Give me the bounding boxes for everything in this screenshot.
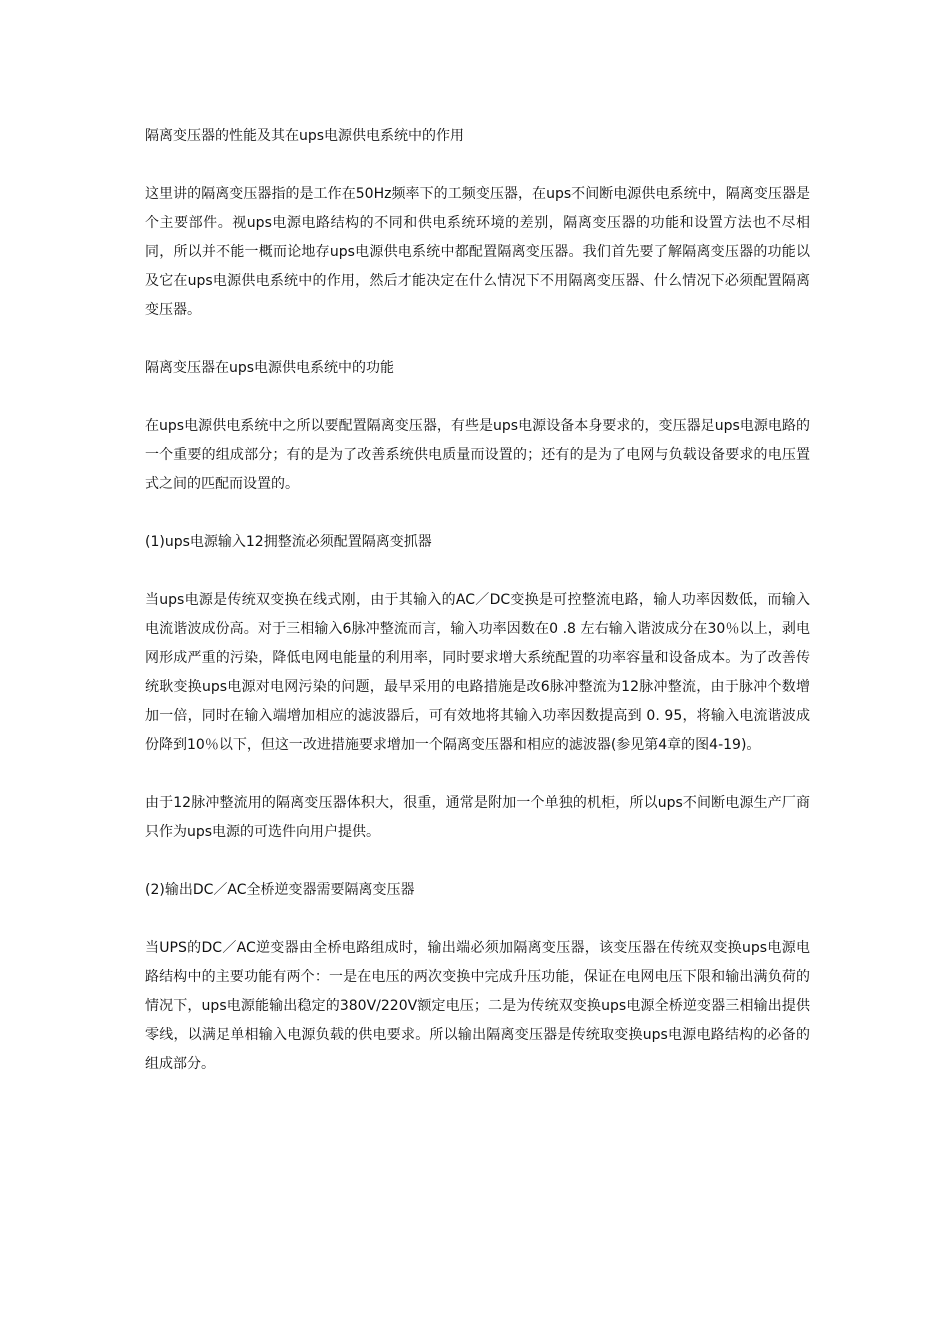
item2-title: (2)输出DC／AC全桥逆变器需要隔离变压器 (145, 882, 415, 898)
document-body (145, 122, 810, 1108)
section-title: 隔离变压器在ups电源供电系统中的功能 (145, 360, 395, 376)
item2-body-paragraph: 当UPS的DC／AC逆变器由全桥电路组成时，输出端必须加隔离变压器，该变压器在传统双变换ups电源电路结构中的主要功能有两个：一是在电压的两次变换中完成升压功能，保证在电网电压下限和输出满负荷的情况下，ups电源能输出稳定的380V/220V额定电压；二是为传统双变换ups电源全桥逆变器三相输出提供零线，以满足单相输入电源负载的供电要求。所以输出隔离变压器是传统取变换ups电源电路结构的必备的组成部分。 (145, 940, 810, 1072)
intro-paragraph: 这里讲的隔离变压器指的是工作在50Hz频率下的工频变压器，在ups不间断电源供电系统中，隔离变压器是个主要部件。视ups电源电路结构的不同和供电系统环境的差别，隔离变压器的功能和设置方法也不尽相同，所以并不能一概而论地存ups电源供电系统中都配置隔离变压器。我们首先要了解隔离变压器的功能以及它在ups电源供电系统中的作用，然后才能决定在什么情况下不用隔离变压器、什么情况下必须配置隔离变压器。 (145, 186, 810, 318)
document-title: 隔离变压器的性能及其在ups电源供电系统中的作用 (145, 128, 465, 144)
item1-title: (1)ups电源输入12拥整流必须配置隔离变抓器 (145, 534, 432, 550)
section-intro-paragraph: 在ups电源供电系统中之所以要配置隔离变压器，有些是ups电源设备本身要求的，变压器足ups电源电路的一个重要的组成部分；有的是为了改善系统供电质量而设置的；还有的是为了电网与负载设备要求的电压置式之间的匹配而设置的。 (145, 418, 810, 492)
item1-body-paragraph: 当ups电源是传统双变换在线式刚，由于其输入的AC／DC变换是可控整流电路，输人功率因数低，而输入电流谐波成份高。对于三相输入6脉冲整流而言，输入功率因数在0 .8 左右输入谐波成分在30％以上，剥电网形成严重的污染，降低电网电能量的利用率，同时要求增大系统配置的功率容量和设备成本。为了改善传统耿变换ups电源对电网污染的问题，最早采用的电路措施是改6脉冲整流为12脉冲整流，由于脉冲个数增加一倍，同时在输入端增加相应的滤波器后，可有效地将其输入功率因数提高到 0. 95，将输入电流谐波成份降到10％以下，但这一改进措施要求增加一个隔离变压器和相应的滤波器(参见第4章的图4-19)。 (145, 592, 810, 753)
item1-note-paragraph: 由于12脉冲整流用的隔离变压器体积大，很重，通常是附加一个单独的机柜，所以ups不间断电源生产厂商只作为ups电源的可选件向用户提供。 (145, 795, 810, 840)
